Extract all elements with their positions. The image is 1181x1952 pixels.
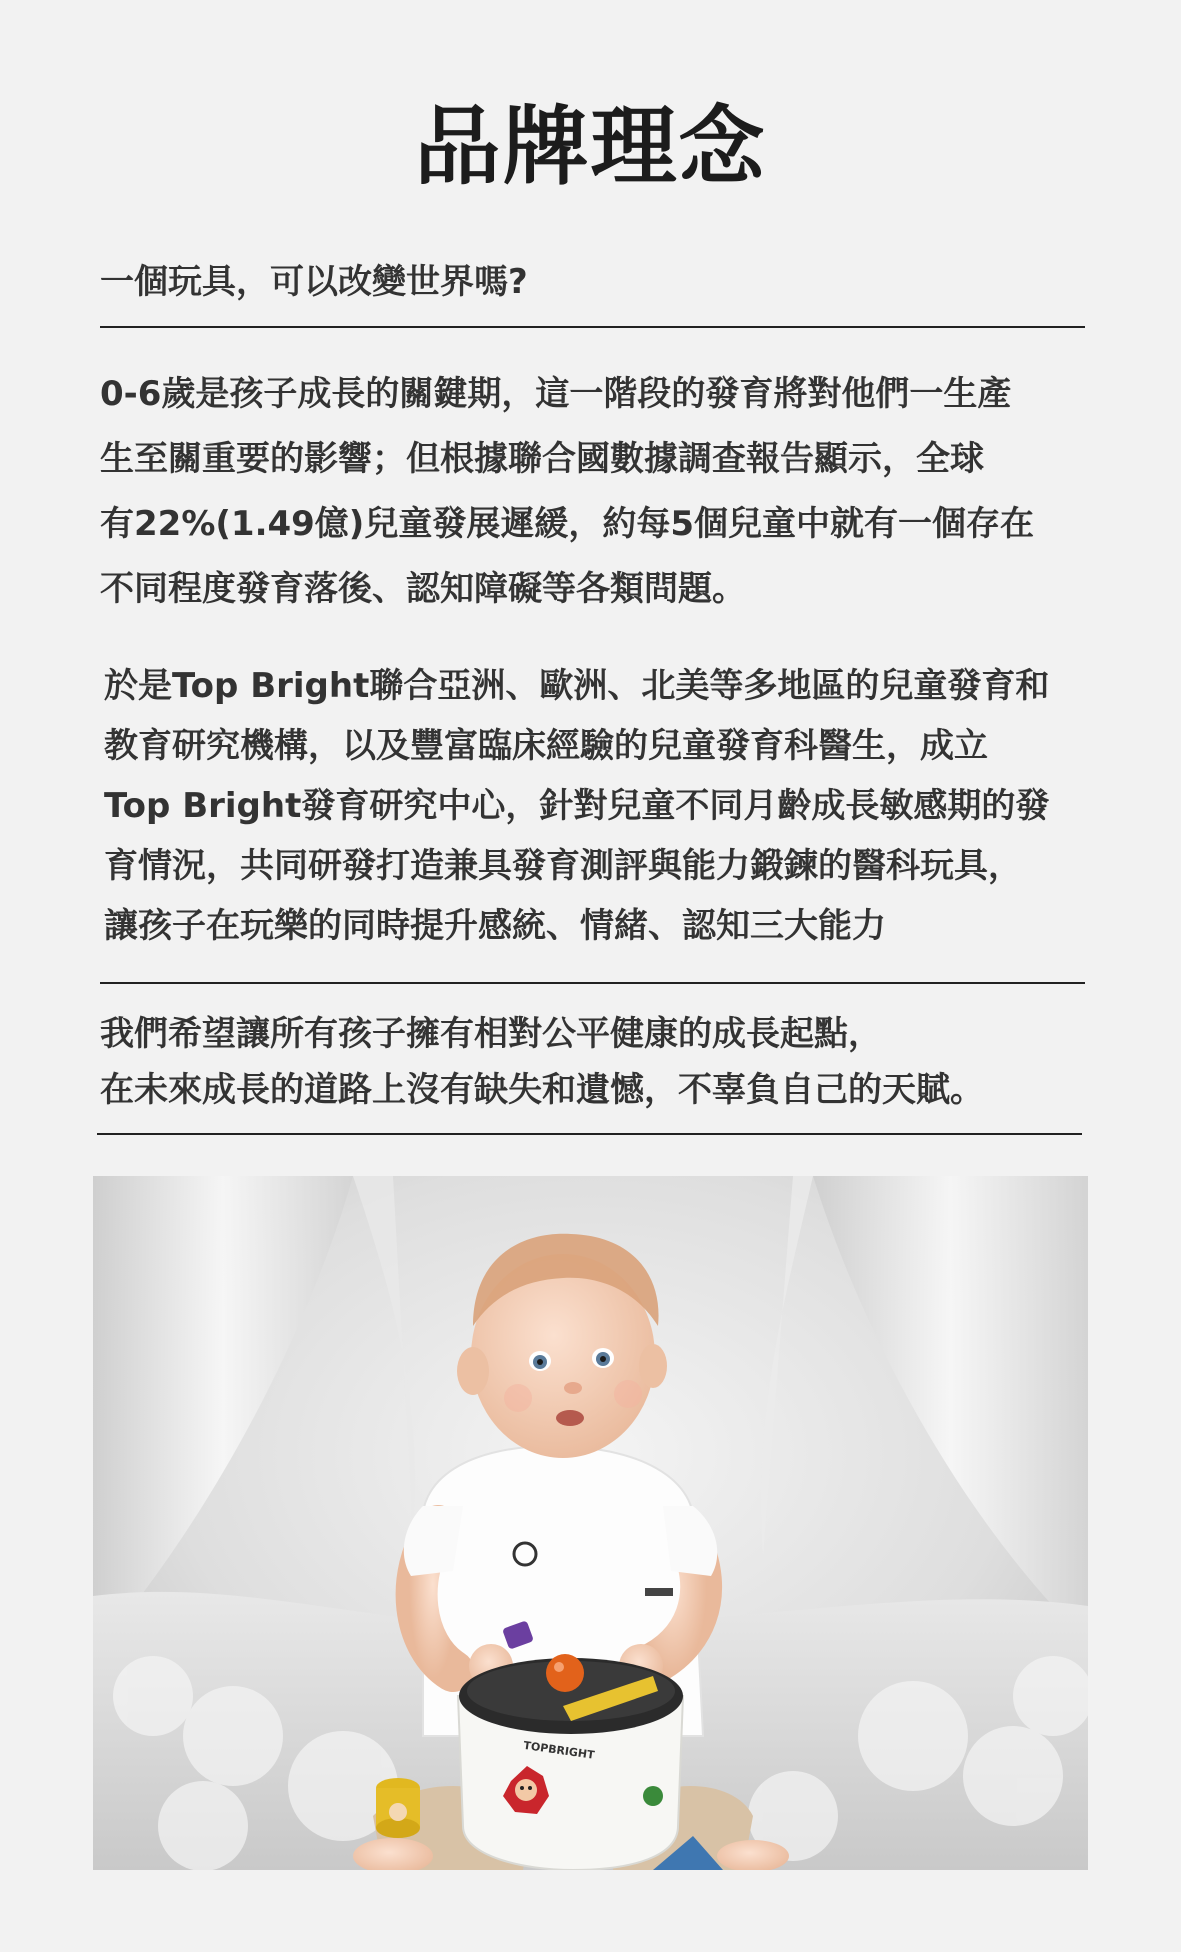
vision-paragraph xyxy=(100,1006,984,1118)
research-paragraph xyxy=(104,656,1049,956)
intro-paragraph xyxy=(100,362,1034,622)
divider-middle xyxy=(100,982,1085,984)
page-title: 品牌理念 xyxy=(414,97,767,197)
baby-with-toy-photo xyxy=(93,1176,1088,1870)
divider-bottom xyxy=(97,1133,1082,1135)
intro-line: 0-6歲是孩子成長的關鍵期，這一階段的發育將對他們一生產 xyxy=(100,374,1012,414)
intro-line: 有22%(1.49億)兒童發展遲緩，約每5個兒童中就有一個存在 xyxy=(100,504,1035,544)
research-line: 教育研究機構，以及豐富臨床經驗的兒童發育科醫生，成立 xyxy=(104,726,988,766)
subtitle-question: 一個玩具，可以改變世界嗎? xyxy=(100,262,528,302)
intro-line: 不同程度發育落後、認知障礙等各類問題。 xyxy=(100,569,746,609)
toy-brand-label: TOPBRIGHT xyxy=(522,1738,596,1762)
research-line: 讓孩子在玩樂的同時提升感統、情緒、認知三大能力 xyxy=(104,906,886,946)
research-line: Top Bright發育研究中心，針對兒童不同月齡成長敏感期的發 xyxy=(104,786,1050,826)
intro-line: 生至關重要的影響；但根據聯合國數據調查報告顯示，全球 xyxy=(100,439,984,479)
research-line: 於是Top Bright聯合亞洲、歐洲、北美等多地區的兒童發育和 xyxy=(104,666,1050,706)
research-line: 育情況，共同研發打造兼具發育測評與能力鍛鍊的醫科玩具， xyxy=(104,846,1022,886)
vision-line: 在未來成長的道路上沒有缺失和遺憾，不辜負自己的天賦。 xyxy=(100,1070,984,1110)
vision-line: 我們希望讓所有孩子擁有相對公平健康的成長起點， xyxy=(100,1014,882,1054)
divider-top xyxy=(100,326,1085,328)
